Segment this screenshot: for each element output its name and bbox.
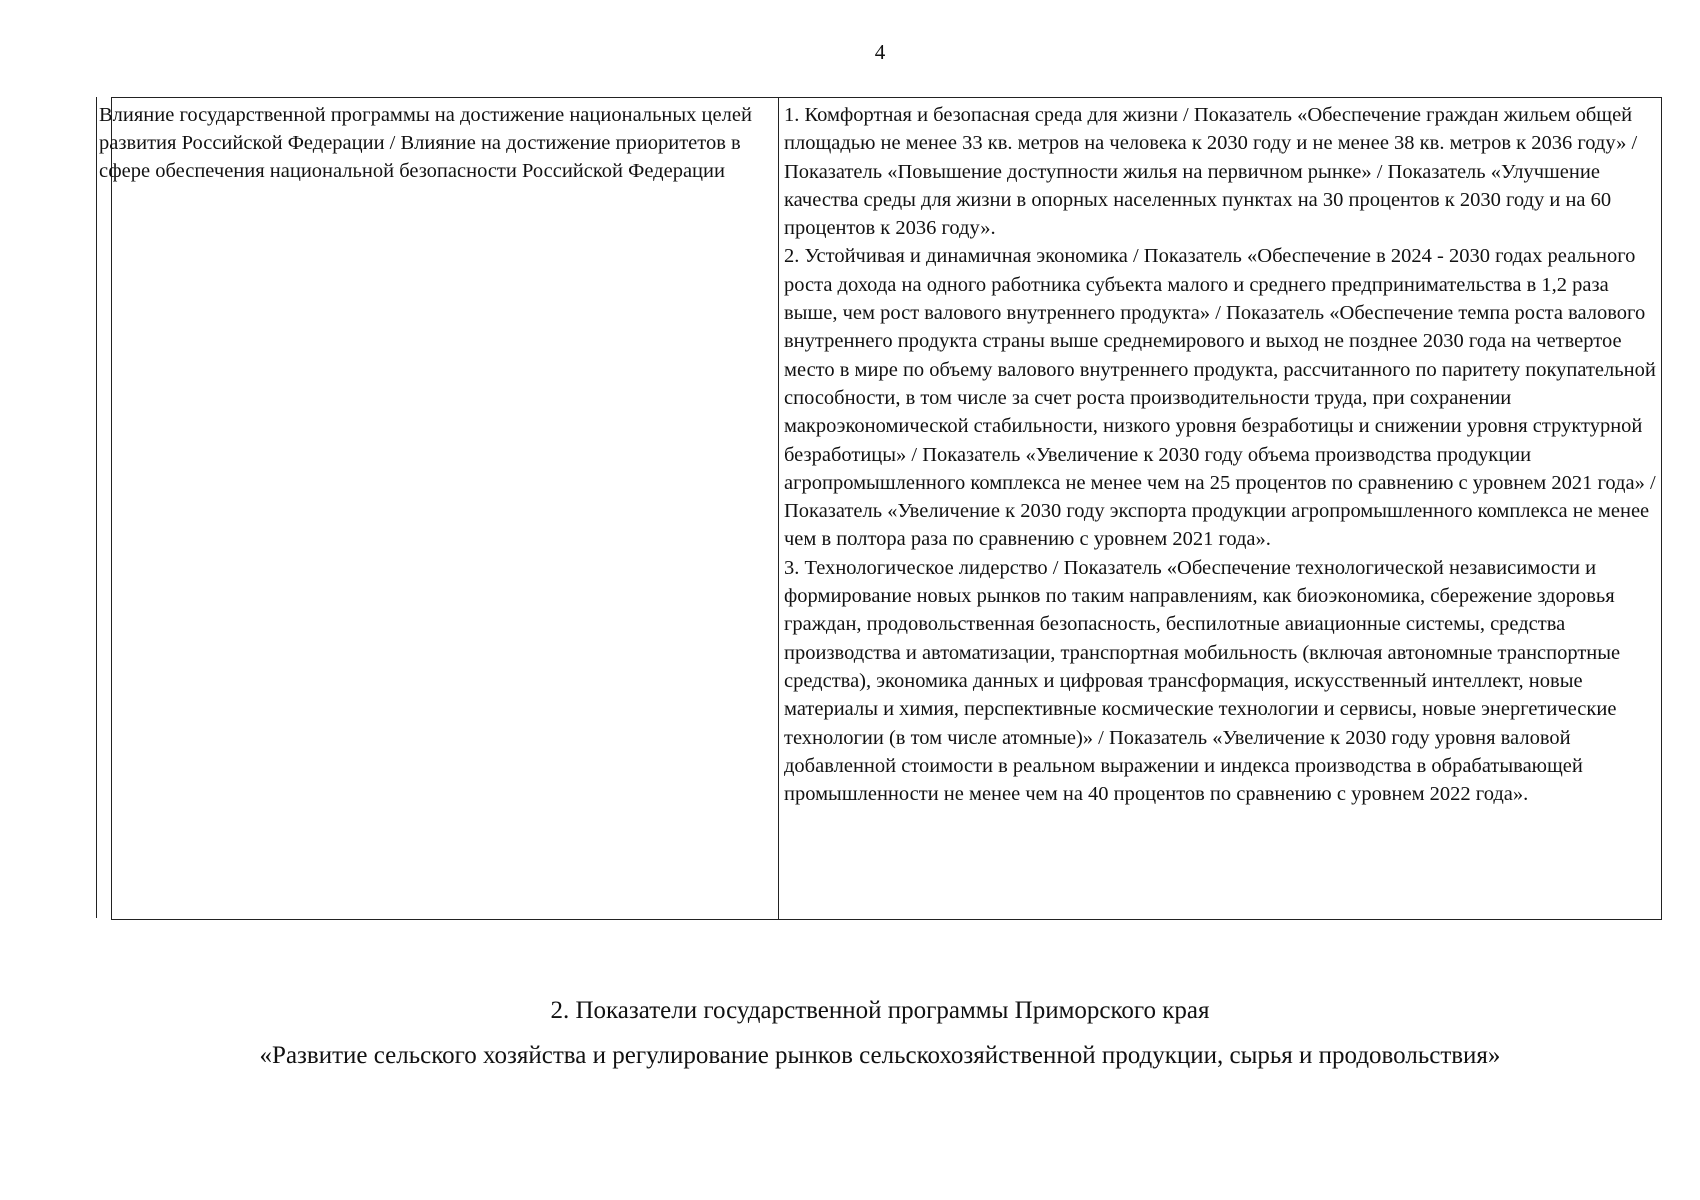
- goal-item-3: 3. Технологическое лидерство / Показатель «Обеспечение технологической независимости и формирование новых рынков по таким направлениям, как биоэкономика, сбережение здоровья граждан, продовольственная безопасность, беспилотные авиационные системы, средства производства и автоматизации, транспортная мобильность (включая автономные транспортные средства), экономика данных и цифровая трансформация, искусственный интеллект, новые материалы и химия, перспективные космические технологии и сервисы, новые энергетические технологии (в том числе атомные)» / Показатель «Увеличение к 2030 году уровня валовой добавленной стоимости в реальном выражении и индекса производства в обрабатывающей промышленности не менее чем на 40 процентов по сравнению с уровнем 2022 года».: [784, 556, 1621, 806]
- table-cell-content: [772, 97, 1662, 918]
- table-cell-label: [96, 97, 778, 918]
- goal-item-2: 2. Устойчивая и динамичная экономика / Показатель «Обеспечение в 2024 - 2030 годах реального роста дохода на одного работника субъекта малого и среднего предпринимательства в 1,2 раза выше, чем рост валового внутреннего продукта» / Показатель «Обеспечение темпа роста валового внутреннего продукта страны выше среднемирового и выход не позднее 2030 года на четвертое место в мире по объему валового внутреннего продукта, рассчитанного по паритету покупательной способности, в том числе за счет роста производительности труда, при сохранении макроэкономической стабильности, низкого уровня безработицы и снижении уровня структурной безработицы» / Показатель «Увеличение к 2030 году объема производства продукции агропромышленного комплекса не менее чем на 25 процентов по сравнению с уровнем 2021 года» / Показатель «Увеличение к 2030 году экспорта продукции агропромышленного комплекса не менее чем в полтора раза по сравнению с уровнем 2021 года».: [784, 245, 1656, 551]
- goal-item-1: 1. Комфортная и безопасная среда для жизни / Показатель «Обеспечение граждан жильем общей площадью не менее 33 кв. метров на человека к 2030 году и не менее 38 кв. метров к 2036 году» / Показатель «Повышение доступности жилья на первичном рынке» / Показатель «Улучшение качества среды для жизни в опорных населенных пунктах на 30 процентов к 2030 году и на 60 процентов к 2036 году».: [784, 104, 1638, 240]
- label-text: Влияние государственной программы на достижение национальных целей развития Российской Федерации / Влияние на достижение приоритетов в сфере обеспечения национальной безопасности Российской Федерации: [99, 104, 752, 182]
- page-number: 4: [874, 40, 886, 64]
- section-subtitle: «Развитие сельского хозяйства и регулирование рынков сельскохозяйственной продукции, сырья и продовольствия»: [259, 1042, 1501, 1069]
- section-title: 2. Показатели государственной программы Приморского края: [550, 997, 1210, 1024]
- goals-table: [99, 97, 1662, 920]
